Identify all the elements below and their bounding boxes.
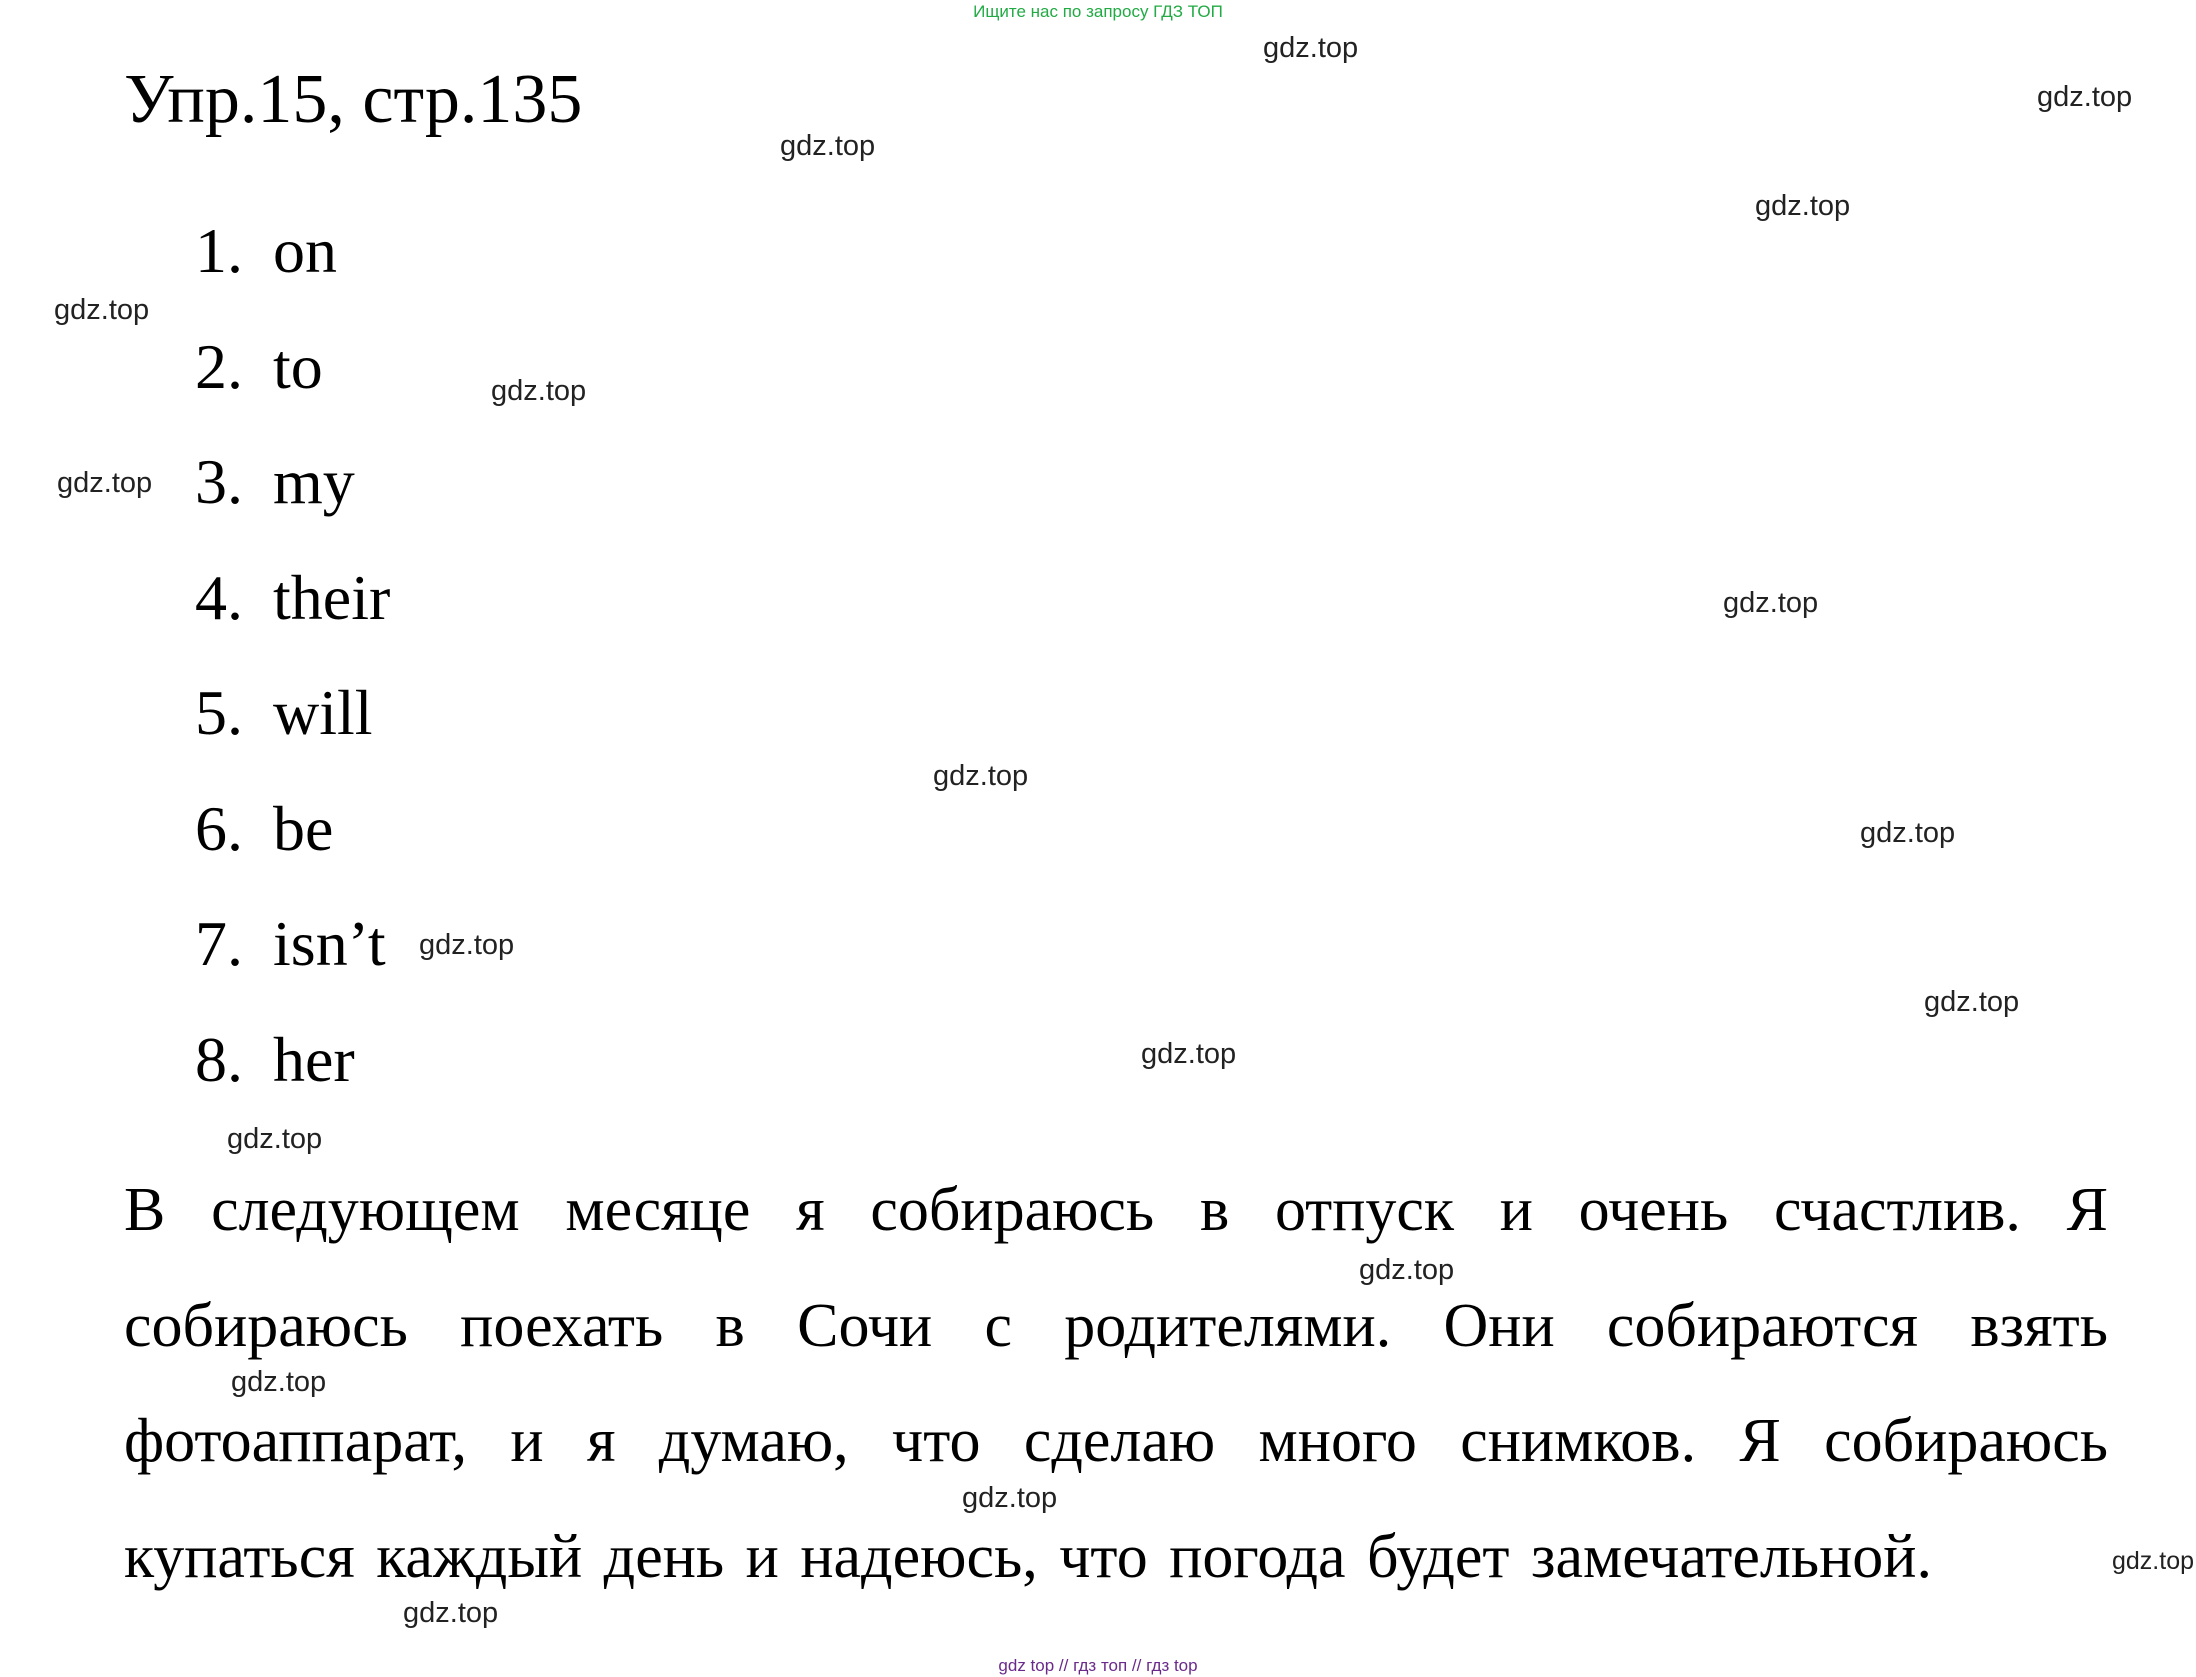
paragraph-line: фотоаппарат, и я думаю, что сделаю много снимков. Я собираюсь <box>124 1407 2108 1475</box>
watermark: gdz.top <box>1755 190 1851 222</box>
answer-item <box>195 553 390 669</box>
answer-text: to <box>273 330 323 402</box>
answer-number: 4. <box>195 561 243 633</box>
answer-text: on <box>273 215 337 286</box>
watermark: gdz.top <box>227 1123 323 1155</box>
answer-text: be <box>273 792 334 864</box>
answer-item <box>195 1015 390 1131</box>
answer-number: 3. <box>195 446 243 517</box>
answer-item <box>195 206 390 322</box>
watermark: gdz.top <box>1924 986 2020 1018</box>
watermark: gdz.top <box>1141 1038 1237 1070</box>
watermark: gdz.top <box>54 294 150 326</box>
paragraph-line: купаться каждый день и надеюсь, что погода будет замечательной. <box>124 1522 1932 1591</box>
watermark: gdz.top <box>57 467 153 499</box>
watermark: gdz.top <box>1263 32 1359 64</box>
page-title: Упр.15, стр.135 <box>124 61 583 138</box>
answer-number: 5. <box>195 677 243 748</box>
paragraph-line: В следующем месяце я собираюсь в отпуск и очень счастлив. Я <box>124 1176 2108 1244</box>
answer-number: 1. <box>195 215 243 286</box>
watermark: gdz.top <box>962 1482 1058 1514</box>
answer-number: 7. <box>195 908 243 979</box>
answer-text: their <box>273 561 391 633</box>
watermark: gdz.top <box>2112 1547 2195 1575</box>
answer-number: 2. <box>195 330 243 402</box>
answer-item <box>195 784 390 900</box>
watermark: gdz.top <box>1359 1254 1455 1286</box>
watermark: gdz.top <box>1860 817 1956 849</box>
watermark: gdz.top <box>403 1597 499 1629</box>
watermark: gdz.top <box>231 1366 327 1398</box>
paragraph-line: собираюсь поехать в Сочи с родителями. Они собираются взять <box>124 1291 2108 1360</box>
answer-number: 8. <box>195 1023 243 1095</box>
answer-text: will <box>273 677 373 748</box>
top-banner: Ищите нас по запросу ГДЗ ТОП <box>973 2 1223 21</box>
watermark: gdz.top <box>2037 81 2133 113</box>
answer-list <box>195 206 390 1130</box>
watermark: gdz.top <box>491 375 587 407</box>
answer-item <box>195 899 390 1015</box>
answer-text: my <box>273 446 355 517</box>
translation-paragraph <box>124 1165 2108 1627</box>
answer-item <box>195 437 390 553</box>
answer-item <box>195 322 390 438</box>
watermark: gdz.top <box>419 929 515 961</box>
answer-text: isn’t <box>273 908 386 979</box>
watermark: gdz.top <box>780 130 876 162</box>
answer-text: her <box>273 1023 355 1095</box>
watermark: gdz.top <box>933 760 1029 792</box>
answer-item <box>195 668 390 784</box>
watermark: gdz.top <box>1723 587 1819 619</box>
answer-number: 6. <box>195 792 243 864</box>
footer-text: gdz top // гдз топ // гдз top <box>998 1656 1198 1675</box>
